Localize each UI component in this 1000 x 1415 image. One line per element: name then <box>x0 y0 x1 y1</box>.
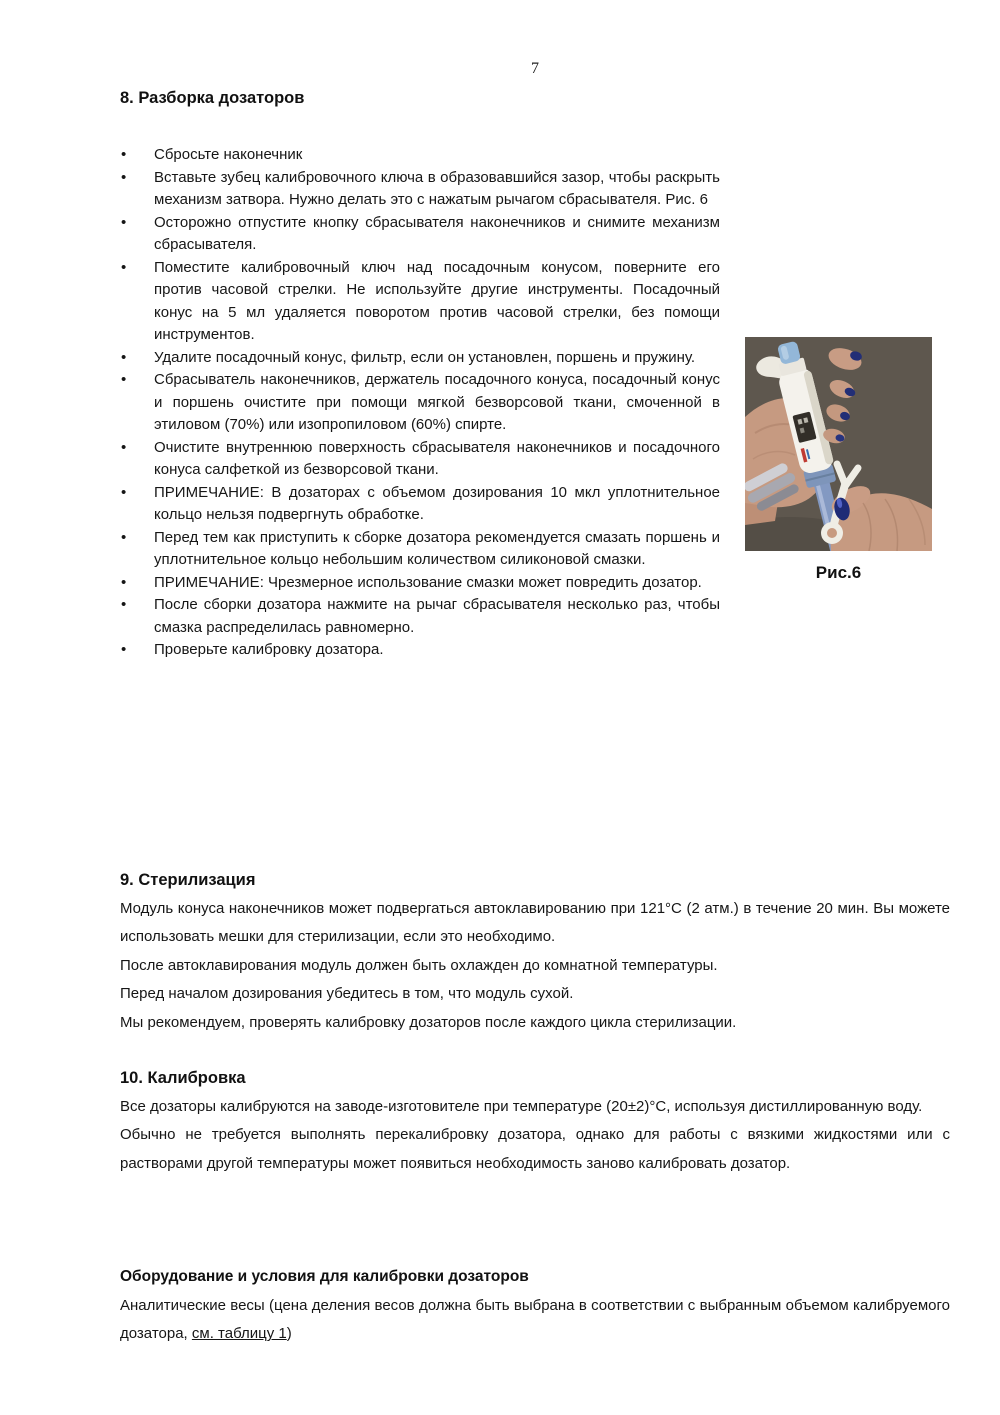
bullet-item: • Проверьте калибровку дозатора. <box>120 639 720 662</box>
figure-6 <box>745 337 932 583</box>
paragraph: Модуль конуса наконечников может подвергаться автоклавированию при 121°С (2 атм.) в течение 20 мин. Вы можете использовать мешки для стерилизации, если это необходимо. <box>120 900 950 946</box>
section-8-bullet-list <box>120 144 720 662</box>
figure-6-caption: Рис.6 <box>815 563 862 582</box>
bullet-item: • ПРИМЕЧАНИЕ: В дозаторах с объемом дозирования 10 мкл уплотнительное кольцо нельзя подвергнуть обработке. <box>120 482 720 527</box>
bullet-item: • После сборки дозатора нажмите на рычаг сбрасывателя несколько раз, чтобы смазка распределилась равномерно. <box>120 594 720 639</box>
section-10-paragraphs <box>120 1093 950 1178</box>
section-9-paragraphs <box>120 895 950 1037</box>
bullet-item: • Осторожно отпустите кнопку сбрасывателя наконечников и снимите механизм сбрасывателя. <box>120 212 720 257</box>
section-disassembly <box>120 88 720 662</box>
bullet-item: • Перед тем как приступить к сборке дозатора рекомендуется смазать поршень и уплотнительное кольцо небольшим количеством силиконовой смазки. <box>120 527 720 572</box>
paragraph: Перед началом дозирования убедитесь в том, что модуль сухой. <box>120 985 574 1003</box>
paragraph: Обычно не требуется выполнять перекалибровку дозатора, однако для работы с вязкими жидкостями или с растворами другой температуры может появиться необходимость заново калибровать дозатор. <box>120 1126 950 1172</box>
equipment-title: Оборудование и условия для калибровки дозаторов <box>120 1268 529 1285</box>
paragraph: После автоклавирования модуль должен быть охлажден до комнатной температуры. <box>120 956 718 974</box>
figure-6-photo <box>745 337 932 551</box>
bullet-item: • Сбрасыватель наконечников, держатель посадочного конуса, посадочный конус и поршень очистите при помощи мягкой безворсовой ткани, смоченной в этиловом (70%) или изопропиловом (60%) спирте. <box>120 369 720 437</box>
section-calibration <box>120 1068 950 1178</box>
paragraph: Все дозаторы калибруются на заводе-изготовителе при температуре (20±2)°С, используя дистиллированную воду. <box>120 1098 923 1115</box>
section-8-title: 8. Разборка дозаторов <box>120 89 305 107</box>
paragraph: Мы рекомендуем, проверять калибровку дозаторов после каждого цикла стерилизации. <box>120 1013 737 1031</box>
section-10-title: 10. Калибровка <box>120 1069 246 1087</box>
bullet-item: • Поместите калибровочный ключ над посадочным конусом, поверните его против часовой стрелки. Не используйте другие инструменты. Посадочный конус на 5 мл удаляется поворотом против часовой стрелки, без помощи инструментов. <box>120 257 720 347</box>
bullet-item: • Очистите внутреннюю поверхность сбрасывателя наконечников и посадочного конуса салфеткой из безворсовой ткани. <box>120 437 720 482</box>
page-number: 7 <box>531 60 539 77</box>
section-sterilization <box>120 870 950 1037</box>
bullet-item: • Сбросьте наконечник <box>120 144 720 167</box>
equipment-paragraph <box>120 1292 950 1349</box>
equipment-text-after: ) <box>286 1325 292 1343</box>
bullet-item: • Вставьте зубец калибровочного ключа в образовавшийся зазор, чтобы раскрыть механизм затвора. Нужно делать это с нажатым рычагом сбрасывателя. Рис. 6 <box>120 167 720 212</box>
table-1-link[interactable]: см. таблицу 1 <box>191 1325 287 1343</box>
bullet-item: • Удалите посадочный конус, фильтр, если он установлен, поршень и пружину. <box>120 347 720 370</box>
equipment-text-before: Аналитические весы (цена деления весов должна быть выбрана в соответствии с выбранным объемом калибруемого дозатора, <box>120 1297 950 1343</box>
section-calibration-equipment <box>120 1266 950 1349</box>
bullet-item: • ПРИМЕЧАНИЕ: Чрезмерное использование смазки может повредить дозатор. <box>120 572 720 595</box>
section-9-title: 9. Стерилизация <box>120 871 256 889</box>
